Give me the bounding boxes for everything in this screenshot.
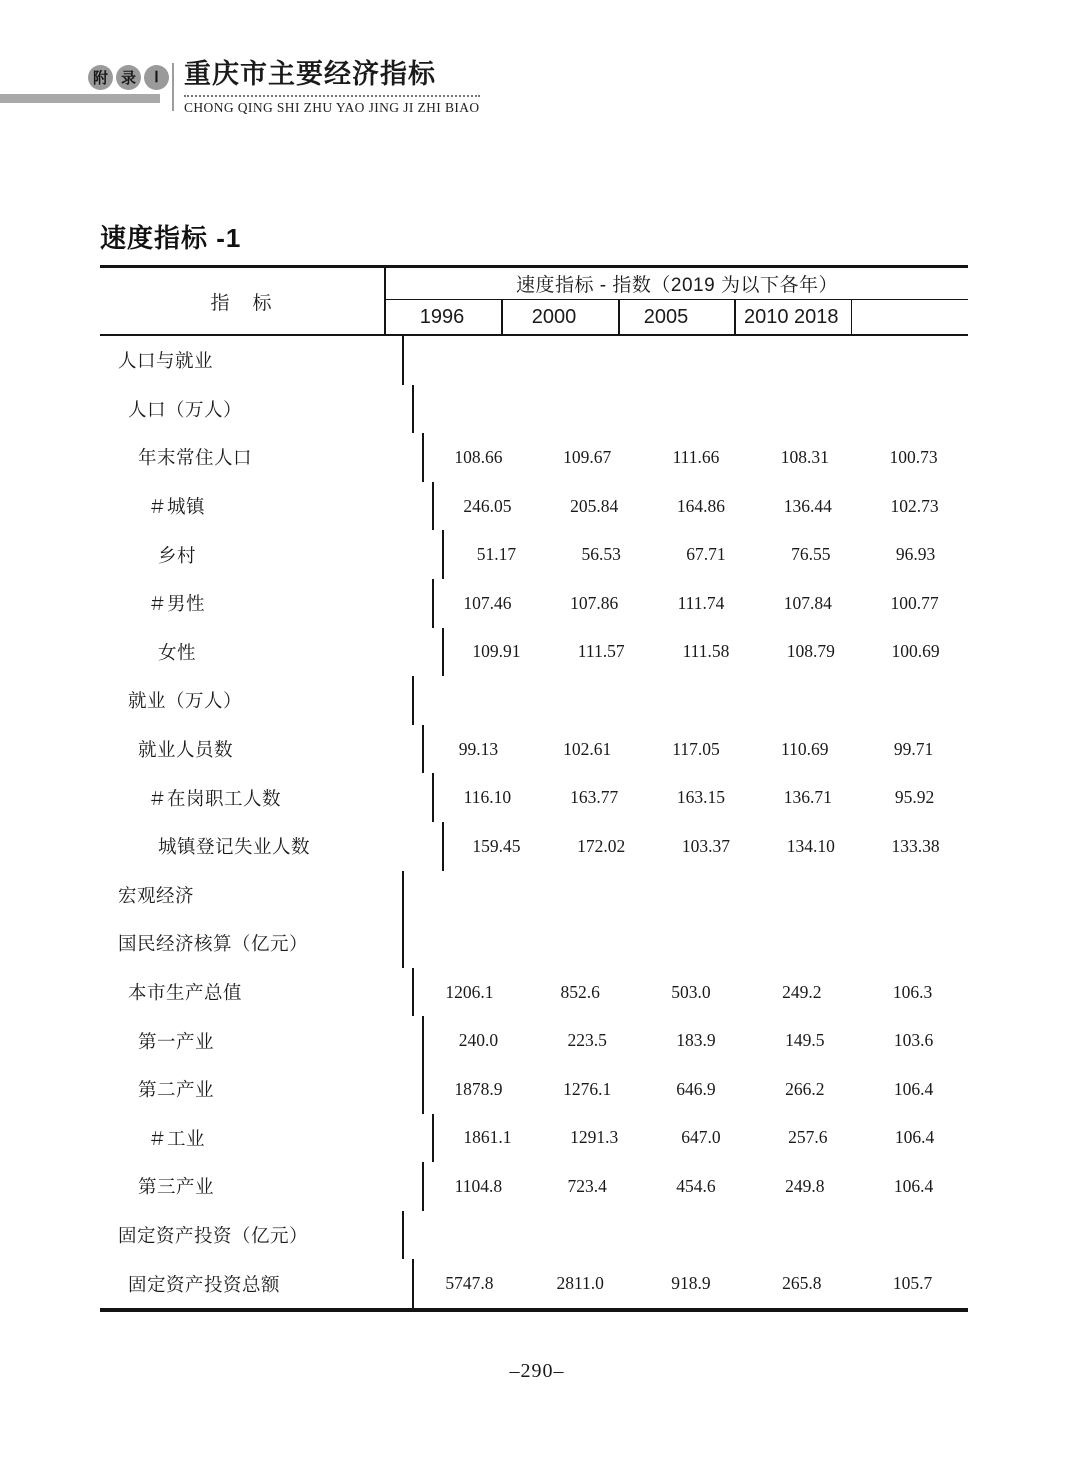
cell-value: 103.37 — [681, 835, 731, 856]
cell-value — [857, 385, 968, 434]
cell-value: 106.4 — [894, 1127, 935, 1148]
table-row — [100, 628, 968, 677]
row-label: 就业（万人） — [100, 676, 414, 725]
section-title: 速度指标 -1 — [100, 223, 242, 253]
cell-value — [742, 871, 855, 920]
cell-value: 109.91 — [472, 641, 521, 662]
cell-value: 205.84 — [570, 495, 619, 516]
cell-value: 99.71 — [893, 738, 934, 759]
cell-value: 108.79 — [786, 641, 835, 662]
table-row — [100, 871, 968, 920]
row-label: ＃工业 — [100, 1114, 434, 1163]
cell-value: 107.86 — [570, 592, 619, 613]
cell-value — [742, 1211, 855, 1260]
year-header-cell — [856, 300, 968, 334]
cell-value: 149.5 — [785, 1030, 825, 1051]
table-row — [100, 1162, 968, 1211]
table-row — [100, 1211, 968, 1260]
row-label: 国民经济核算（亿元） — [100, 919, 404, 968]
cell-value — [855, 1211, 968, 1260]
year-header-cell: 2005 — [643, 305, 689, 328]
table-row — [100, 336, 968, 385]
cell-value: 67.71 — [686, 544, 726, 565]
year-header-cell: 1996 — [419, 305, 465, 328]
cell-value: 249.2 — [782, 981, 822, 1002]
cell-value: 240.0 — [458, 1030, 499, 1051]
cell-value: 723.4 — [567, 1175, 607, 1196]
row-label: 第三产业 — [100, 1162, 424, 1211]
cell-value: 102.61 — [563, 738, 612, 759]
page-subtitle-pinyin: CHONG QING SHI ZHU YAO JING JI ZHI BIAO — [184, 99, 480, 115]
cell-value: 249.8 — [785, 1175, 825, 1196]
table-row — [100, 579, 968, 628]
cell-value: 1104.8 — [454, 1175, 503, 1196]
cell-value: 163.15 — [676, 787, 726, 808]
row-label: 第一产业 — [100, 1016, 424, 1065]
cell-value — [517, 871, 630, 920]
year-header-cell: 2000 — [531, 305, 577, 328]
cell-value — [404, 1211, 517, 1260]
cell-value: 111.58 — [682, 641, 730, 662]
cell-value — [414, 385, 525, 434]
cell-value — [857, 676, 968, 725]
cell-value — [636, 676, 747, 725]
row-label: 固定资产投资总额 — [100, 1259, 414, 1308]
table-row — [100, 725, 968, 774]
row-label: 固定资产投资（亿元） — [100, 1211, 404, 1260]
header-accent-bar — [0, 94, 160, 103]
table-body — [100, 336, 968, 1312]
cell-value: 100.73 — [889, 446, 938, 467]
year-header-row — [386, 300, 968, 334]
row-label: 宏观经济 — [100, 871, 404, 920]
cell-value — [404, 336, 517, 385]
cell-value: 5747.8 — [445, 1273, 494, 1294]
cell-value: 96.93 — [895, 544, 936, 565]
cell-value: 1878.9 — [454, 1078, 503, 1099]
cell-value — [404, 919, 517, 968]
cell-value: 110.69 — [781, 738, 829, 759]
cell-value: 107.46 — [463, 592, 512, 613]
cell-value: 852.6 — [560, 981, 600, 1002]
row-label: 人口与就业 — [100, 336, 404, 385]
table-row — [100, 968, 968, 1017]
cell-value: 133.38 — [891, 835, 940, 856]
cell-value: 257.6 — [788, 1127, 828, 1148]
cell-value — [636, 385, 747, 434]
cell-value: 136.44 — [783, 495, 832, 516]
cell-value — [525, 385, 636, 434]
cell-value: 105.7 — [892, 1273, 933, 1294]
row-label: 女性 — [100, 628, 444, 677]
header-divider-line — [172, 63, 174, 111]
cell-value — [746, 676, 857, 725]
cell-value: 1291.3 — [570, 1127, 619, 1148]
table-row — [100, 1016, 968, 1065]
cell-value — [630, 1211, 743, 1260]
cell-value: 1861.1 — [463, 1127, 512, 1148]
row-label: 年末常住人口 — [100, 433, 424, 482]
table-row — [100, 676, 968, 725]
table-row — [100, 773, 968, 822]
cell-value: 246.05 — [463, 495, 512, 516]
row-label: 就业人员数 — [100, 725, 424, 774]
cell-value: 183.9 — [676, 1030, 716, 1051]
cell-value: 1206.1 — [445, 981, 494, 1002]
cell-value: 103.6 — [893, 1030, 934, 1051]
row-label: ＃城镇 — [100, 482, 434, 531]
cell-value: 117.05 — [672, 738, 720, 759]
year-header-cell: 2010 2018 — [744, 305, 839, 328]
row-label: 人口（万人） — [100, 385, 414, 434]
cell-value: 136.71 — [783, 787, 832, 808]
table-row — [100, 919, 968, 968]
table-row — [100, 433, 968, 482]
cell-value: 106.4 — [893, 1175, 934, 1196]
row-label: 本市生产总值 — [100, 968, 414, 1017]
table-row — [100, 1259, 968, 1308]
cell-value: 918.9 — [671, 1273, 711, 1294]
cell-value — [630, 919, 743, 968]
cell-value: 503.0 — [671, 981, 711, 1002]
cell-value — [517, 1211, 630, 1260]
cell-value — [742, 336, 855, 385]
badge-char-numeral: Ⅰ — [144, 65, 169, 90]
cell-value: 454.6 — [676, 1175, 716, 1196]
cell-value: 159.45 — [472, 835, 521, 856]
cell-value: 646.9 — [676, 1078, 716, 1099]
cell-value: 111.74 — [677, 592, 725, 613]
cell-value — [855, 871, 968, 920]
cell-value: 99.13 — [458, 738, 499, 759]
page-title: 重庆市主要经济指标 — [184, 60, 480, 97]
cell-value: 111.66 — [672, 446, 720, 467]
cell-value: 106.4 — [893, 1078, 934, 1099]
cell-value: 109.67 — [563, 446, 612, 467]
cell-value: 56.53 — [581, 544, 621, 565]
cell-value: 100.69 — [891, 641, 940, 662]
cell-value: 2811.0 — [556, 1273, 604, 1294]
cell-value — [414, 676, 525, 725]
row-label: 城镇登记失业人数 — [100, 822, 444, 871]
badge-char-fu: 附 — [88, 65, 113, 90]
cell-value — [630, 871, 743, 920]
cell-value: 106.3 — [892, 981, 933, 1002]
table-row — [100, 482, 968, 531]
cell-value — [525, 676, 636, 725]
index-group-header: 速度指标 - 指数（2019 为以下各年） — [386, 268, 968, 300]
cell-value: 265.8 — [782, 1273, 822, 1294]
cell-value: 108.31 — [780, 446, 829, 467]
row-label: 乡村 — [100, 530, 444, 579]
row-label: ＃男性 — [100, 579, 434, 628]
year-column-divider — [501, 300, 503, 334]
cell-value — [630, 336, 743, 385]
appendix-badge — [88, 65, 169, 90]
table-row — [100, 530, 968, 579]
cell-value: 1276.1 — [563, 1078, 612, 1099]
cell-value: 111.57 — [577, 641, 625, 662]
cell-value: 223.5 — [567, 1030, 607, 1051]
cell-value: 102.73 — [890, 495, 939, 516]
row-label: 第二产业 — [100, 1065, 424, 1114]
cell-value — [742, 919, 855, 968]
speed-indicators-table — [100, 265, 968, 1312]
cell-value: 95.92 — [894, 787, 935, 808]
cell-value — [855, 919, 968, 968]
cell-value: 163.77 — [570, 787, 619, 808]
cell-value — [517, 336, 630, 385]
table-row — [100, 385, 968, 434]
table-header-right — [386, 268, 968, 334]
table-row — [100, 1065, 968, 1114]
year-column-divider — [734, 300, 736, 334]
cell-value: 76.55 — [791, 544, 831, 565]
corner-header-indicator: 指 标 — [100, 268, 386, 334]
row-label: ＃在岗职工人数 — [100, 773, 434, 822]
cell-value: 116.10 — [463, 787, 512, 808]
cell-value: 51.17 — [476, 544, 517, 565]
cell-value: 134.10 — [786, 835, 835, 856]
cell-value: 108.66 — [454, 446, 503, 467]
cell-value: 100.77 — [890, 592, 939, 613]
cell-value — [855, 336, 968, 385]
cell-value: 266.2 — [785, 1078, 825, 1099]
cell-value — [746, 385, 857, 434]
table-header — [100, 265, 968, 336]
cell-value: 647.0 — [681, 1127, 721, 1148]
badge-char-lu: 录 — [116, 65, 141, 90]
page-header-title-block — [184, 60, 480, 116]
cell-value — [404, 871, 517, 920]
year-column-divider — [851, 300, 853, 334]
table-row — [100, 822, 968, 871]
cell-value: 172.02 — [577, 835, 626, 856]
year-column-divider — [618, 300, 620, 334]
page-number: –290– — [509, 1360, 565, 1382]
table-row — [100, 1114, 968, 1163]
cell-value: 107.84 — [783, 592, 832, 613]
cell-value: 164.86 — [676, 495, 726, 516]
cell-value — [517, 919, 630, 968]
